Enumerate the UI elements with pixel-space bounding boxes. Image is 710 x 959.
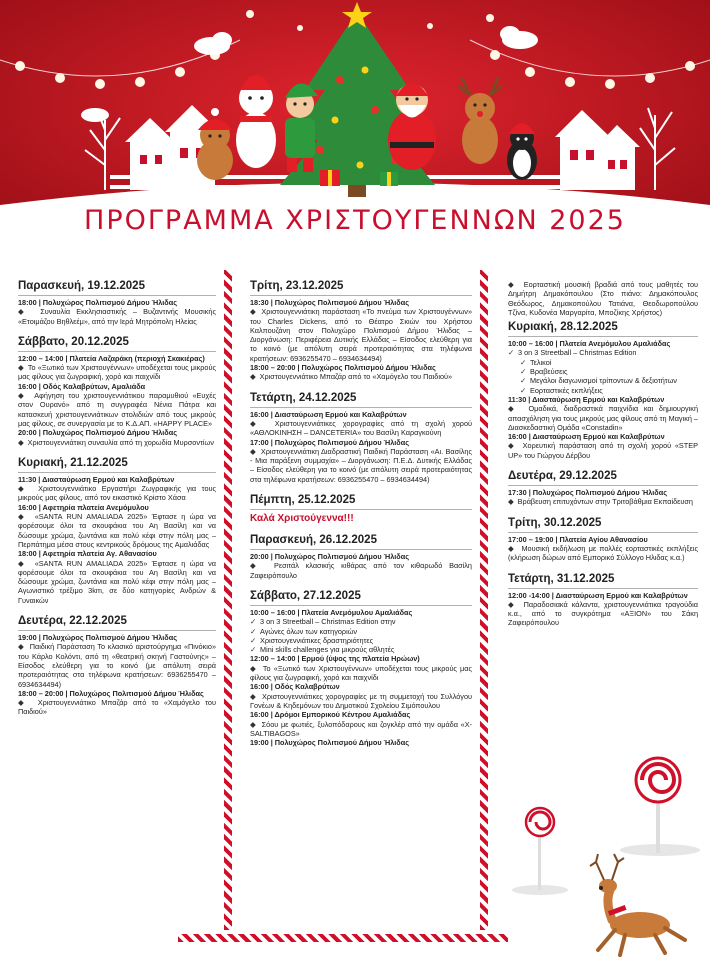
- event-description: ◆ Χορευτική παράσταση από τη σχολή χορού «STEP UP» του Γιώργου Δέρβου: [508, 441, 698, 460]
- event-location: 11:30 | Διασταύρωση Ερμού και Καλαβρύτων: [508, 394, 665, 404]
- event-location: 12:00 – 14:00 | Πλατεία Λαζαράκη (περιοχή Σκακιέρας): [18, 353, 205, 363]
- candy-cane-divider-bottom: [178, 934, 508, 942]
- event-location: 16:00 | Διασταύρωση Ερμού και Καλαβρύτων: [508, 432, 665, 442]
- check-item: ✓ 3 on 3 Streetball – Christmas Edition: [508, 348, 698, 357]
- christmas-greeting: Καλά Χριστούγεννα!!!: [250, 513, 354, 525]
- lollipop-reindeer-decoration: [500, 740, 710, 959]
- event-description: ◆ Εορταστική μουσική βραδιά από τους μαθητές του Δημήτρη Δημακόπουλου (Στο πιάνο: Δημακόπουλος Θεόδωρος, Δημακοπούλου Τατιάνα, Θεοδωροπούλου Τζίνα, Κυδονέα Μαργαρίτα, Μποζίκης Χρήστος): [508, 280, 698, 317]
- day-heading: Δευτέρα, 22.12.2025: [18, 615, 216, 631]
- event-description: ◆ Μουσική εκδήλωση με πολλές εορταστικές εκπλήξεις (κλήρωση δώρων από Εμπορικό Σύλλογο Ηλιδας κ.α.): [508, 544, 698, 563]
- check-subitem: ✓ Εορταστικές εκπλήξεις: [508, 386, 698, 395]
- day-heading: Δευτέρα, 29.12.2025: [508, 470, 698, 486]
- check-item: ✓ Mini skills challenges για μικρούς αθλητές: [250, 645, 472, 654]
- event-location: 16:00 | Οδός Καλαβρύτων, Αμαλιάδα: [18, 381, 146, 391]
- day-29: [508, 470, 698, 507]
- day-22: [18, 615, 216, 717]
- event-description: ◆ Χριστουγεννιάτικες χορογραφίες από τη σχολή χορού «ΑΘΛΟΚΙΝΗΣΗ – DANCETERIA» του Βασίλη Καραγκούνη: [250, 419, 472, 438]
- candy-cane-divider-right: [480, 270, 488, 930]
- event-description: ◆ Χριστουγεννιάτικη Διαδραστική Παιδική Παράσταση «Αι. Βασίλης - Μια παράξενη συμμαχία» – Διοργάνωση: Π.Ε.Δ. Δυτικής Ελλάδας – Είσοδος ελεύθερη για το κοινό (με απόλυτη σειρά προτεραιότητας στα τηλέφωνα κρατήσεων: 6936255470 – 6934634494): [250, 447, 472, 484]
- day-27-continued: [508, 280, 698, 317]
- day-heading: Κυριακή, 28.12.2025: [508, 321, 698, 337]
- event-description: ◆ Χριστουγεννιάτικο Μπαζάρ από το «Χαμόγελο του Παιδιού»: [250, 372, 472, 381]
- event-description: ◆ Βράβευση επιτυχόντων στην Τριτοβάθμια Εκπαίδευση: [508, 497, 698, 506]
- event-description: ◆ Χριστουγεννιάτικη συναυλία από τη χορωδία Μυρσοντίων: [18, 438, 216, 447]
- event-location: 19:00 | Πολυχώρος Πολιτισμού Δήμου Ήλιδας: [250, 738, 409, 748]
- day-23: [250, 280, 472, 382]
- event-description: ◆ Χριστουγεννιάτικες χορογραφίες με τη συμμετοχή του Συλλόγου Γονέων & Κηδεμόνων του Δημοτικού Σχολείου Σιμόπουλου: [250, 692, 472, 711]
- event-location: 16:00 | Αφετηρία πλατεία Ανεμόμυλου: [18, 502, 149, 512]
- event-location: 12:00 -14:00 | Διασταύρωση Ερμού και Καλαβρύτων: [508, 590, 688, 600]
- day-heading: Τρίτη, 23.12.2025: [250, 280, 472, 296]
- day-20: [18, 336, 216, 447]
- event-description: ◆ Παιδική Παράσταση Το κλασικό αριστούργημα «Πινόκιο» του Κάρλο Κολόντι, από τη «θεατρική σκηνή Γαστούνης» – Είσοδος ελεύθερη για το κοινό (με απόλυτη σειρά προτεραιότητας στα τηλέφωνα κρατήσεων: 6936255470 – 6934634494): [18, 642, 216, 688]
- day-21: [18, 457, 216, 605]
- day-27: [250, 590, 472, 747]
- candy-cane-divider-left: [224, 270, 232, 930]
- event-description: ◆ «SANTA RUN AMALIADA 2025» Έφτασε η ώρα να φορέσουμε όλοι τα σκουφάκια του Αη Βασίλη και να δώσουμε χρώμα, ζωντάνια και πολύ κέφι στην πόλη μας – Αγωνιστικό τρέξιμο 3km, σε δύο κατηγορίες Ανδρών & Γυναικών: [18, 559, 216, 605]
- event-description: ◆ Το «Ξωτικό των Χριστουγέννων» υποδέχεται τους μικρούς μας φίλους για ζωγραφική, χορό και παιχνίδι: [250, 664, 472, 683]
- event-description: ◆ Χριστουγεννιάτικο Μπαζάρ από το «Χαμόγελο του Παιδιού»: [18, 698, 216, 717]
- event-location: 20:00 | Πολυχώρος Πολιτισμού Δήμου Ήλιδας: [250, 552, 409, 562]
- event-description: ◆ Ομαδικά, διαδραστικά παιχνίδια και δημιουργική απασχόληση για τους μικρούς μας φίλους από τη Μαγική – Διασκεδαστική Ομάδα «Constadin»: [508, 404, 698, 432]
- day-heading: Παρασκευή, 26.12.2025: [250, 534, 472, 550]
- check-item: ✓ Χριστουγεννιάτικες δραστηριότητες: [250, 636, 472, 645]
- event-location: 12:00 – 14:00 | Ερμού (ύψος της πλατεία Ηρώων): [250, 654, 420, 664]
- event-location: 16:00 | Οδός Καλαβρύτων: [250, 682, 340, 692]
- page-title: ΠΡΟΓΡΑΜΜΑ ΧΡΙΣΤΟΥΓΕΝΝΩΝ 2025: [84, 205, 626, 236]
- schedule-column-3: [508, 280, 698, 628]
- event-location: 17:30 | Πολυχώρος Πολιτισμού Δήμου Ήλιδας: [508, 488, 667, 498]
- day-24: [250, 392, 472, 484]
- check-subitem: ✓ Τελικοί: [508, 358, 698, 367]
- event-location: 18:00 – 20:00 | Πολυχώρος Πολιτισμού Δήμου Ήλιδας: [250, 363, 436, 373]
- event-location: 17:00 | Πολυχώρος Πολιτισμού Δήμου Ήλιδας: [250, 437, 409, 447]
- day-heading: Σάββατο, 20.12.2025: [18, 336, 216, 352]
- check-subitem: ✓ Βραβεύσεις: [508, 367, 698, 376]
- event-description: ◆ Χριστουγεννιάτικο Εργαστήρι Ζωγραφικής για τους μικρούς μας φίλους, από τον εικαστικό Κρίστο Χάσα: [18, 484, 216, 503]
- event-location: 17:00 – 19:00 | Πλατεία Αγίου Αθανασίου: [508, 534, 648, 544]
- event-description: ◆ Αφήγηση του χριστουγεννιάτικου παραμυθιού «Ευχές στον Ουρανό» από τη συγγραφέα Νένια Πάτρα και κατασκευή χριστουγεννιάτικων στολιδιών από τους μικρούς μας φίλους, σε συνεργασία με το Κ.Δ.ΑΠ. «HAPPY PLACE»: [18, 391, 216, 428]
- day-heading: Τετάρτη, 31.12.2025: [508, 573, 698, 589]
- event-location: 18:30 | Πολυχώρος Πολιτισμού Δήμου Ήλιδας: [250, 298, 409, 307]
- day-heading: Παρασκευή, 19.12.2025: [18, 280, 216, 296]
- event-location: 11:30 | Διασταύρωση Ερμού και Καλαβρύτων: [18, 474, 175, 484]
- event-location: 20:00 | Πολυχώρος Πολιτισμού Δήμου Ήλιδας: [18, 428, 177, 438]
- day-heading: Πέμπτη, 25.12.2025: [250, 494, 472, 510]
- event-description: ◆ «SANTA RUN AMALIADA 2025» Έφτασε η ώρα να φορέσουμε όλοι τα σκουφάκια του Αη Βασίλη και να δώσουμε χρώμα, ζωντάνια και πολύ κέφι στην πόλη μας – Περπάτημα μέσα στους κεντρικούς δρόμους της Αμαλιάδας: [18, 512, 216, 549]
- event-description: ◆ Χριστουγεννιάτικη παράσταση «Το πνεύμα των Χριστουγέννων» του Charles Dickens, από το Θέατρο Σκιών του Χρήστου Καλπουζάνη στον Πολυχώρο Πολιτισμού Δήμου Ήλιδας – Διοργάνωση: Περιφέρεια Δυτικής Ελλάδας – Είσοδος ελεύθερη για το κοινό (με απόλυτη σειρά προτεραιότητας στα τηλέφωνα κρατήσεων: 6936255470 – 6934634494): [250, 307, 472, 363]
- day-heading: Τετάρτη, 24.12.2025: [250, 392, 472, 408]
- event-description: ◆ Το «Ξωτικό των Χριστουγέννων» υποδέχεται τους μικρούς μας φίλους για ζωγραφική, χορό και παιχνίδι: [18, 363, 216, 382]
- day-30: [508, 517, 698, 563]
- day-31: [508, 573, 698, 628]
- schedule-column-1: [18, 280, 216, 717]
- event-description: ◆ Συναυλία Εκκλησιαστικής – Βυζαντινής Μουσικής «Ετοιμάζου Βηθλεέμ», από την Ιερά Μητρόπολη Ηλείας: [18, 307, 216, 326]
- event-location: 10:00 – 16:00 | Πλατεία Ανεμόμυλου Αμαλιάδας: [250, 607, 413, 617]
- event-location: 10:00 – 16:00 | Πλατεία Ανεμόμυλου Αμαλιάδας: [508, 339, 671, 349]
- event-location: 19:00 | Πολυχώρος Πολιτισμού Δήμου Ήλιδας: [18, 633, 177, 643]
- event-description: ◆ Ρεσιτάλ κλασικής κιθάρας από τον κιθαρωδό Βασίλη Ζαφειρόπουλο: [250, 561, 472, 580]
- day-heading: Τρίτη, 30.12.2025: [508, 517, 698, 533]
- event-location: 18:00 – 20:00 | Πολυχώρος Πολιτισμού Δήμου Ήλιδας: [18, 688, 204, 698]
- check-item: ✓ Αγώνες όλων των κατηγοριών: [250, 627, 472, 636]
- day-28: [508, 321, 698, 460]
- check-subitem: ✓ Μεγάλοι διαγωνισμοί τρίποντων & δεξιοτήτων: [508, 376, 698, 385]
- event-location: 16:00 | Διασταύρωση Ερμού και Καλαβρύτων: [250, 409, 407, 419]
- check-item: ✓ 3 on 3 Streetball – Christmas Edition στην: [250, 617, 472, 626]
- event-location: 18:00 | Πολυχώρος Πολιτισμού Δήμου Ήλιδας: [18, 298, 177, 307]
- event-description: ◆ Παραδοσιακά κάλαντα, χριστουγεννιάτικα τραγούδια κ.α., από το συγκρότημα «ΑΞΙΟΝ» του Σάκη Ζαφειρόπουλου: [508, 600, 698, 628]
- day-25: [250, 494, 472, 526]
- day-26: [250, 534, 472, 580]
- event-description: ◆ Σόου με φωτιές, ξυλοπόδαρους και ζογκλέρ από την ομάδα «X- SALTIBAGOS»: [250, 720, 472, 739]
- day-heading: Κυριακή, 21.12.2025: [18, 457, 216, 473]
- event-location: 18:00 | Αφετηρία πλατεία Αγ. Αθανασίου: [18, 549, 157, 559]
- day-19: [18, 280, 216, 326]
- event-location: 16:00 | Δρόμοι Εμπορικού Κέντρου Αμαλιάδας: [250, 710, 411, 720]
- day-heading: Σάββατο, 27.12.2025: [250, 590, 472, 606]
- schedule-column-2: [250, 280, 472, 747]
